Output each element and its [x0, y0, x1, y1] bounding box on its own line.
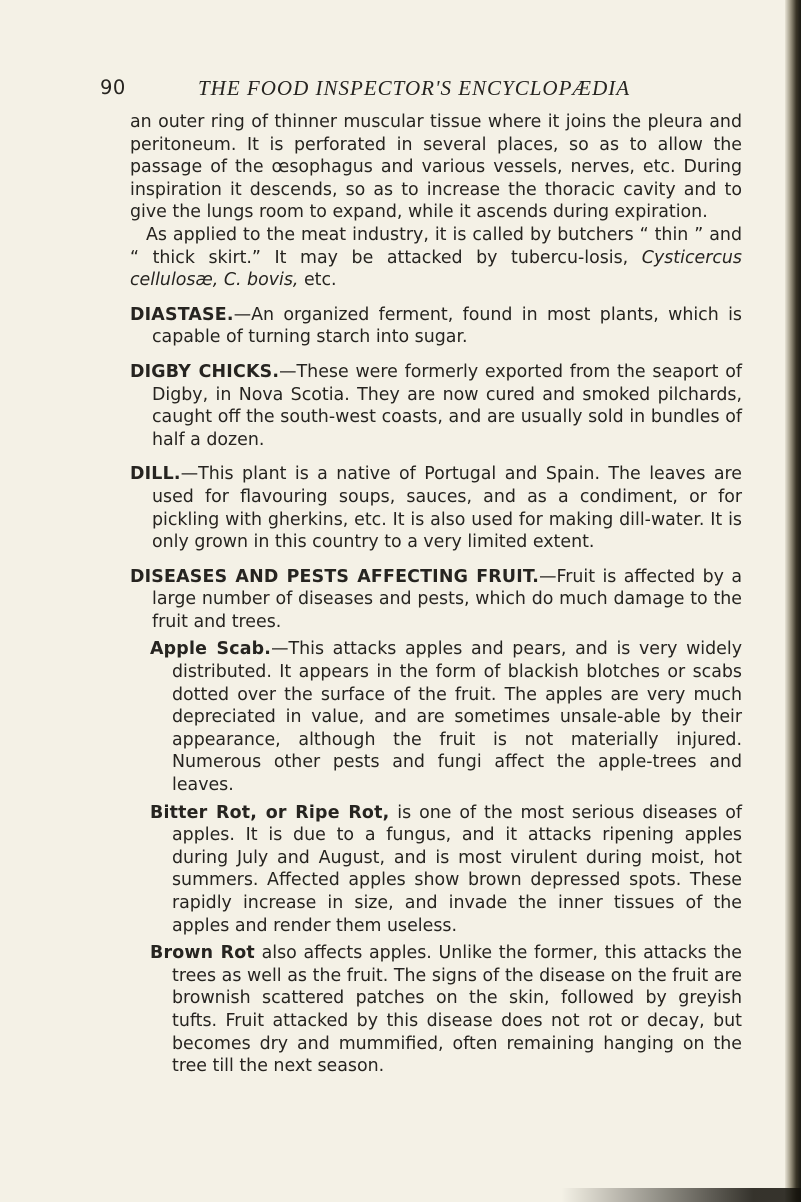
entry-dill: [130, 463, 742, 553]
subentry-text: also affects apples. Unlike the former, this attacks the trees as well as the fruit. The signs of the disease on the fruit are brownish scattered patches on the skin, followed by greyish tufts. Fruit attacked by this disease does not rot or decay, but becomes dry and mummified, often remaining hanging on the tree till the next season.: [172, 943, 742, 1077]
subentry-text: is one of the most serious diseases of apples. It is due to a fungus, and it attacks ripening apples during July and August, and is most virulent during moist, hot summers. Affected apples show brown depressed spots. These rapidly increase in size, and invade the inner tissues of the apples and render them useless.: [172, 802, 742, 936]
subentry-heading: Apple Scab.: [150, 639, 272, 660]
entry-diseases-fruit: [130, 566, 742, 634]
entry-text: —This plant is a native of Portugal and Spain. The leaves are used for flavouring soups, sauces, and as a condiment, or for pickling with gherkins, etc. It is also used for making dill-water. It is only grown in this country to a very limited extent.: [152, 464, 742, 553]
entry-text: —An organized ferment, found in most plants, which is capable of turning starch into sugar.: [152, 304, 742, 348]
entry-diastase: [130, 304, 742, 349]
page-number: 90: [100, 76, 126, 99]
entry-heading: DISEASES AND PESTS AFFECTING FRUIT.: [130, 566, 540, 587]
skirt-text-b: etc.: [298, 270, 337, 291]
skirt-paragraph: [130, 224, 742, 292]
species-names: Cysticercus cellulosæ, C. bovis,: [130, 247, 742, 291]
subentry-heading: Bitter Rot, or Ripe Rot,: [150, 802, 390, 823]
subentry-brown-rot: [130, 942, 742, 1078]
entry-digby-chicks: [130, 361, 742, 451]
entry-text: —Fruit is affected by a large number of diseases and pests, which do much damage to the fruit and trees.: [152, 566, 742, 632]
subentry-bitter-rot: [130, 802, 742, 938]
skirt-text-a: As applied to the meat industry, it is called by butchers “ thin ” and “ thick skirt.” It may be attacked by tubercu-losis,: [130, 224, 742, 268]
entry-text: —These were formerly exported from the seaport of Digby, in Nova Scotia. They are now cured and smoked pilchards, caught off the south-west coasts, and are usually sold in bundles of half a dozen.: [152, 361, 742, 450]
page-body: [130, 111, 742, 1078]
entry-heading: DIGBY CHICKS.: [130, 361, 280, 382]
intro-paragraph: an outer ring of thinner muscular tissue where it joins the pleura and peritoneum. It is perforated in several places, so as to allow the passage of the œsophagus and various vessels, nerves, etc. During inspiration it descends, so as to increase the thoracic cavity and to give the lungs room to expand, while it ascends during expiration.: [130, 112, 742, 223]
bottom-edge-shadow: [561, 1188, 801, 1202]
entry-heading: DIASTASE.: [130, 304, 234, 325]
subentry-text: —This attacks apples and pears, and is very widely distributed. It appears in the form of blackish blotches or scabs dotted over the surface of the fruit. The apples are very much depreciated in value, and are sometimes unsale-able by their appearance, although the fruit is not materially injured. Numerous other pests and fungi affect the apple-trees and leaves.: [172, 639, 742, 796]
entry-heading: DILL.: [130, 464, 181, 485]
running-title: THE FOOD INSPECTOR'S ENCYCLOPÆDIA: [198, 76, 631, 100]
subentry-apple-scab: [130, 638, 742, 796]
page-edge-shadow: [785, 0, 801, 1202]
subentry-heading: Brown Rot: [150, 943, 255, 964]
